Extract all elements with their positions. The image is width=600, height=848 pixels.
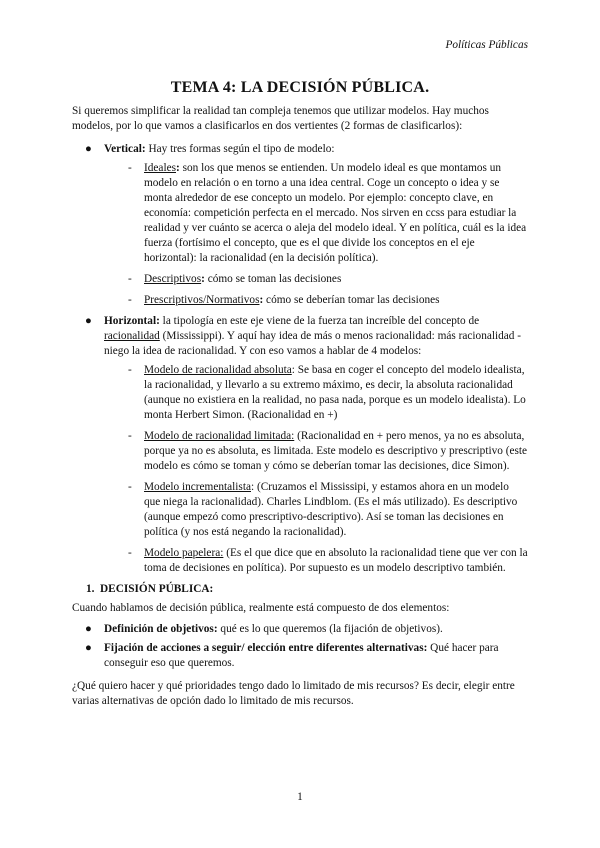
item-text: cómo se deberían tomar las decisiones [263, 294, 440, 306]
document-body [72, 104, 528, 717]
item-text: (Es el que dice que en absoluto la racionalidad tiene que ver con la toma de decisiones en política). Por supuesto es un modelo descriptivo también. [144, 547, 528, 574]
vertical-text: Hay tres formas según el tipo de modelo: [145, 143, 335, 155]
vertical-label: Vertical: [104, 143, 146, 155]
item-sep: : [250, 481, 255, 493]
element-label: Fijación de acciones a seguir/ elección entre diferentes alternativas: [104, 642, 428, 654]
item-sep: : [201, 273, 205, 285]
item-term: Modelo incrementalista [144, 481, 251, 493]
intro-paragraph: Si queremos simplificar la realidad tan compleja tenemos que utilizar modelos. Hay muchos modelos, por lo que vamos a clasificarlos en dos vertientes (2 formas de clasificarlos): [72, 105, 489, 132]
element-acciones [72, 641, 528, 671]
item-term: Modelo papelera: [144, 547, 224, 559]
item-sep: : [176, 162, 180, 174]
vertical-item-descriptivos [72, 272, 528, 287]
item-term: Ideales [144, 162, 176, 174]
horizontal-text-after: (Mississippi). Y aquí hay idea de más o menos racionalidad: más racionalidad - niego la idea de racionalidad. Y con eso vamos a hablar de 4 modelos: [104, 330, 522, 357]
element-text: Qué hacer para conseguir eso que queremos. [104, 642, 499, 669]
horizontal-item-incrementalista [72, 480, 528, 540]
bullet-dot-icon: ● [85, 315, 92, 327]
element-text: qué es lo que queremos (la fijación de objetivos). [217, 623, 443, 635]
dash-icon: - [128, 481, 132, 493]
element-objetivos [72, 622, 528, 637]
horizontal-underlined: racionalidad [104, 330, 160, 342]
horizontal-text-before: la tipología en este eje viene de la fuerza tan increíble del concepto de [159, 315, 480, 327]
item-term: Modelo de racionalidad limitada: [144, 430, 295, 442]
bullet-dot-icon: ● [85, 642, 92, 654]
horizontal-item-papelera [72, 546, 528, 576]
dash-icon: - [128, 364, 132, 376]
bullet-dot-icon: ● [85, 623, 92, 635]
item-text: (Cruzamos el Mississipi, y estamos ahora en un modelo que niega la racionalidad). Charles Lindblom. (Es el más utilizado). Es descriptivo (aunque empezó como prescriptivo-descriptivo). Así se toman las decisiones en política (y nos está negando la racionalidad). [144, 481, 518, 538]
dash-icon: - [128, 294, 132, 306]
bullet-horizontal [72, 314, 528, 359]
dash-icon: - [128, 162, 132, 174]
element-label: Definición de objetivos: [104, 623, 218, 635]
bullet-dot-icon: ● [85, 143, 92, 155]
dash-icon: - [128, 547, 132, 559]
page-number: 1 [297, 791, 303, 803]
item-text: Se basa en coger el concepto del modelo idealista, la racionalidad, y llevarlo a su extremo máximo, es decir, la absoluta racionalidad (aunque no existiera en la realidad, no pasa nada, porque es un modelo idealista). Lo monta Herbert Simon. (Racionalidad en +) [144, 364, 526, 421]
item-text: cómo se toman las decisiones [204, 273, 342, 285]
page-title: TEMA 4: LA DECISIÓN PÚBLICA. [170, 79, 430, 96]
vertical-item-prescriptivos [72, 293, 528, 308]
bullet-vertical [72, 142, 528, 157]
section-heading [72, 582, 528, 597]
section-title: DECISIÓN PÚBLICA: [100, 583, 214, 595]
horizontal-label: Horizontal: [104, 315, 160, 327]
item-term: Descriptivos [144, 273, 202, 285]
running-header: Políticas Públicas [445, 39, 528, 51]
horizontal-item-limitada [72, 429, 528, 474]
closing-paragraph: ¿Qué quiero hacer y qué prioridades tengo dado lo limitado de mis recursos? Es decir, elegir entre varias alternativas de opción dado lo limitado de mis recursos. [72, 680, 515, 707]
item-text: (Racionalidad en + pero menos, ya no es absoluta, porque ya no es absoluta, es limitada. Este modelo es descriptivo y prescriptivo (este modelo es cómo se toman y cómo se deberían tomar las decisiones, dice Simon). [144, 430, 528, 472]
section-number: 1. [86, 583, 95, 595]
item-text: son los que menos se entienden. Un modelo ideal es que montamos un modelo en relación o en torno a una idea central. Coge un concepto o idea y se monta alrededor de ese concepto un modelo. Por ejemplo: concepto clave, en economía: competición perfecta en el mercado. Nos sirven en ccss para estudiar la realidad y ver cuánto se acerca o aleja del modelo ideal. Y en política, cuál es la idea fuerza (fortísimo el concepto, que es el que divide los conceptos en el eje horizontal): la racionalidad (en la decisión política). [144, 162, 527, 264]
item-term: Modelo de racionalidad absoluta [144, 364, 292, 376]
vertical-item-ideales [72, 161, 528, 266]
dash-icon: - [128, 273, 132, 285]
horizontal-item-absoluta [72, 363, 528, 423]
dash-icon: - [128, 430, 132, 442]
section-intro: Cuando hablamos de decisión pública, realmente está compuesto de dos elementos: [72, 602, 450, 614]
item-sep: : [291, 364, 295, 376]
item-sep: : [259, 294, 264, 306]
item-term: Prescriptivos/Normativos [144, 294, 260, 306]
